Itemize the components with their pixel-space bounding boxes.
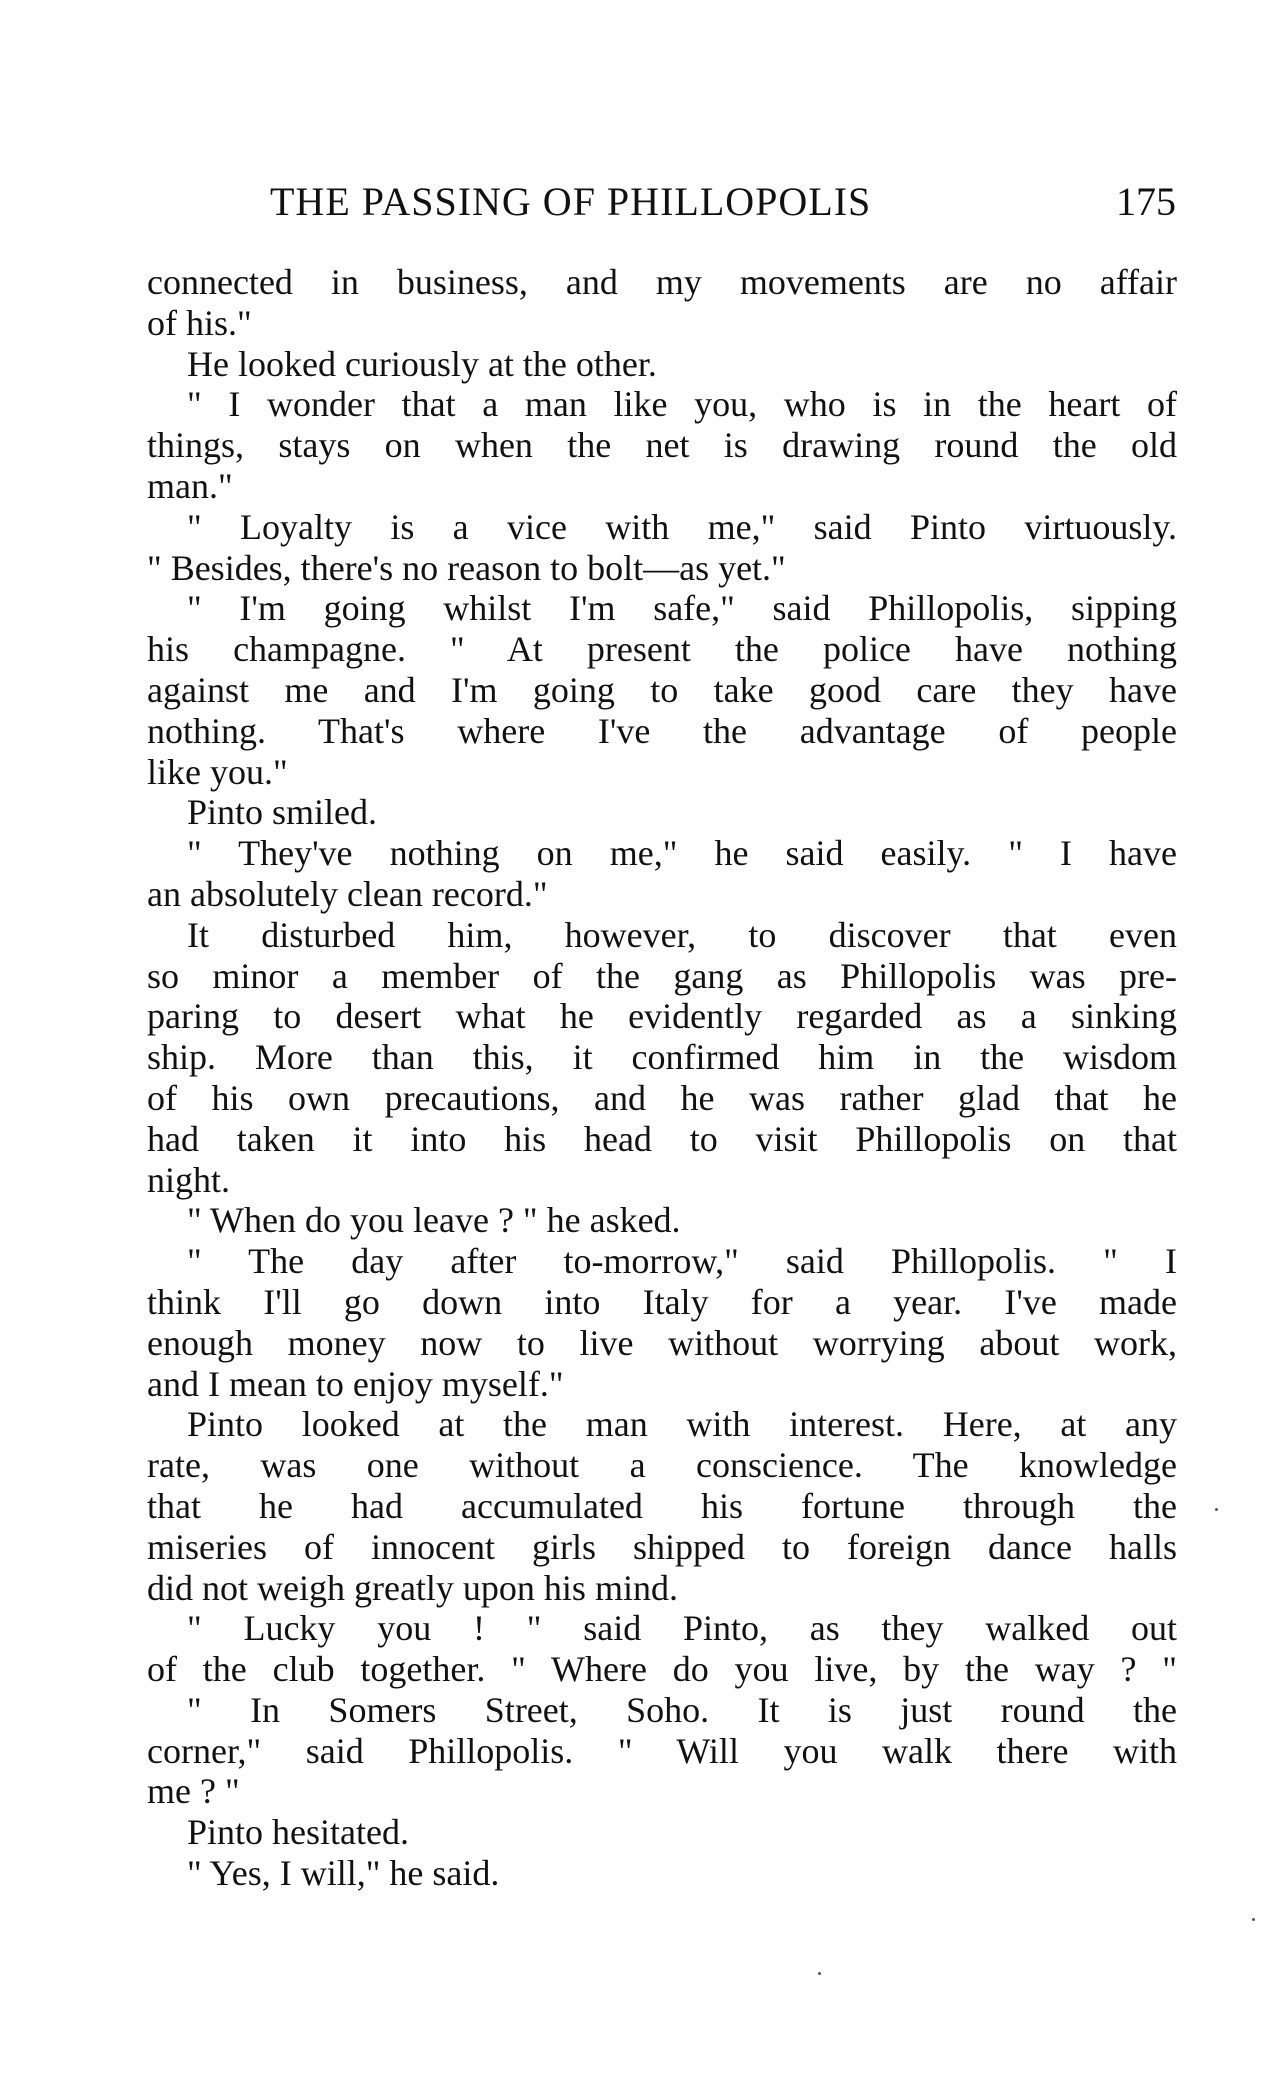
text-line: enough money now to live without worrying about work, [147, 1322, 1177, 1363]
text-line: " Yes, I will," he said. [187, 1853, 500, 1894]
print-speck [1252, 1918, 1255, 1921]
text-line: so minor a member of the gang as Phillopolis was pre- [147, 955, 1177, 996]
text-line: miseries of innocent girls shipped to foreign dance halls [147, 1526, 1177, 1567]
running-title: THE PASSING OF PHILLOPOLIS [270, 179, 872, 224]
text-line: Pinto hesitated. [187, 1812, 409, 1853]
print-speck [818, 1972, 821, 1975]
text-line: think I'll go down into Italy for a year. I've made [147, 1281, 1177, 1322]
print-speck [1215, 1508, 1218, 1511]
text-line: night. [147, 1159, 231, 1200]
text-line: Pinto looked at the man with interest. Here, at any [187, 1404, 1177, 1445]
text-line: like you." [147, 751, 288, 792]
text-line: " I'm going whilst I'm safe," said Phillopolis, sipping [187, 588, 1177, 629]
text-line: nothing. That's where I've the advantage of people [147, 710, 1177, 751]
text-line: against me and I'm going to take good care they have [147, 669, 1177, 710]
text-line: man." [147, 465, 233, 506]
text-line: that he had accumulated his fortune through the [147, 1485, 1177, 1526]
text-line: " They've nothing on me," he said easily. " I have [187, 833, 1177, 874]
body-text [147, 262, 1177, 1894]
text-line: He looked curiously at the other. [187, 343, 657, 384]
text-line: corner," said Phillopolis. " Will you walk there with [147, 1730, 1177, 1771]
text-line: things, stays on when the net is drawing round the old [147, 425, 1177, 466]
page-number: 175 [1116, 179, 1176, 224]
text-line: " In Somers Street, Soho. It is just round the [187, 1689, 1177, 1730]
text-line: of the club together. " Where do you live, by the way ? " [147, 1649, 1177, 1690]
text-line: and I mean to enjoy myself." [147, 1363, 564, 1404]
text-line: It disturbed him, however, to discover that even [187, 914, 1177, 955]
text-line: had taken it into his head to visit Phillopolis on that [147, 1118, 1177, 1159]
text-line: connected in business, and my movements are no affair [147, 262, 1177, 302]
text-line: me ? " [147, 1771, 240, 1812]
text-line: an absolutely clean record." [147, 873, 548, 914]
text-line: rate, was one without a conscience. The knowledge [147, 1445, 1177, 1486]
text-line: " The day after to-morrow," said Phillopolis. " I [187, 1241, 1177, 1282]
text-line: his champagne. " At present the police have nothing [147, 629, 1177, 670]
text-line: did not weigh greatly upon his mind. [147, 1567, 678, 1608]
text-line: of his own precautions, and he was rather glad that he [147, 1077, 1177, 1118]
text-line: " When do you leave ? " he asked. [187, 1200, 681, 1241]
text-line: " Besides, there's no reason to bolt—as yet." [147, 547, 786, 588]
text-line: " Loyalty is a vice with me," said Pinto virtuously. [187, 506, 1177, 547]
text-line: " Lucky you ! " said Pinto, as they walked out [187, 1608, 1177, 1649]
text-line: ship. More than this, it confirmed him in the wisdom [147, 1037, 1177, 1078]
text-line: " I wonder that a man like you, who is in the heart of [187, 384, 1177, 425]
text-line: Pinto smiled. [187, 792, 378, 833]
text-line: paring to desert what he evidently regarded as a sinking [147, 996, 1177, 1037]
page-header [150, 172, 1176, 232]
text-line: of his." [147, 302, 252, 343]
